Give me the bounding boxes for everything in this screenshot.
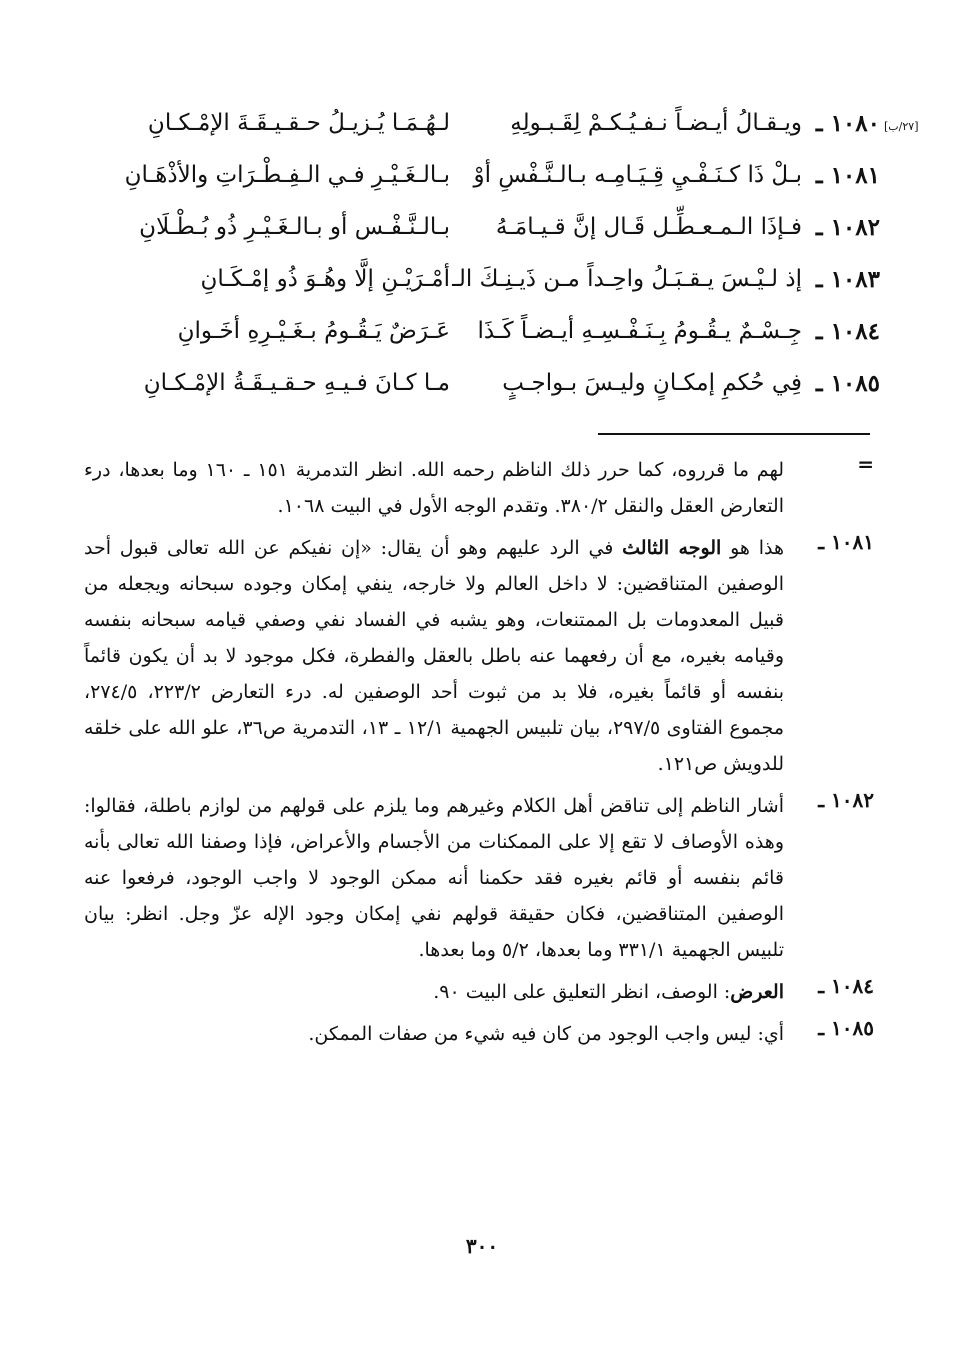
second-hemistich: بـالـغَـيْـرِ فـي الـفِـطْـرَاتِ والأذْهَـانِ: [124, 162, 450, 188]
verse-line: [80, 156, 880, 208]
footnote-label: ١٠٨٤ ـ: [818, 974, 874, 998]
page-number: ٣٠٠: [465, 1234, 499, 1258]
first-hemistich: جِـسْـمٌ يـقُـومُ بِـنَـفْـسِـهِ أيـضـاً كَـذَا: [477, 318, 802, 344]
footnotes: [84, 452, 874, 1058]
footnote-text-after: في الرد عليهم وهو أن يقال: «إن نفيكم عن الله تعالى قبول أحد الوصفين المتناقضين: لا داخل العالم ولا خارجه، ينفي إمكان وجوده سبحانه ويجعله من قبيل المعدومات بل الممتنعات، وهو يشبه في الفساد نفي وصفي قيامه سبحانه بنفسه وقيامه بغيره، مع أن رفعهما عنه باطل بالعقل والفطرة، فكل موجود لا بد أن يكون قائماً بنفسه أو قائماً بغيره، فلا بد من ثبوت أحد الوصفين له. درء التعارض ٢٢٣/٢، ٢٧٤/٥، مجموع الفتاوى ٢٩٧/٥، بيان تلبيس الجهمية ١٢/١ ـ ١٣، التدمرية ص٣٦، علو الله على خلقه للدويش ص١٢١.: [84, 537, 784, 775]
footnote: [84, 452, 874, 524]
footnote-text-after: : الوصف، انظر التعليق على البيت ٩٠.: [433, 981, 731, 1003]
footnote-bold-term: الوجه الثالث: [622, 537, 722, 559]
footnote-separator: [598, 433, 870, 435]
footnote-text: أي: ليس واجب الوجود من كان فيه شيء من صفات الممكن.: [308, 1023, 784, 1045]
verse-number: ١٠٨٤ ـ: [815, 318, 880, 345]
footnote-bold-term: العرض: [730, 981, 784, 1003]
verse-line: [80, 312, 880, 364]
first-hemistich: إذ لـيْـسَ يـقـبَـلُ واحِـداً مـن ذَيـنِـكَ الـ: [452, 266, 802, 292]
footnote-label: =: [857, 452, 874, 476]
second-hemistich: عَـرَضٌ يَـقُـومُ بـغَـيْـرِهِ أخَـوانِ: [177, 318, 450, 344]
footnote-text: [84, 974, 784, 1010]
verse-number: ١٠٨٣ ـ: [815, 266, 880, 293]
footnote: [84, 788, 874, 968]
footnote-text: [84, 530, 784, 782]
first-hemistich: ويـقـالُ أيـضـاً نـفـيُـكـمْ لِقَـبـولِهِ: [510, 110, 802, 136]
footnote-text-before: هذا هو: [721, 537, 784, 559]
second-hemistich: أمْـرَيْـنِ إلَّا وهُـوَ ذُو إمْـكَـانِ: [200, 266, 450, 292]
second-hemistich: لـهُـمَـا يُـزيـلُ حـقـيـقَـةَ الإمْـكـانِ: [147, 110, 450, 136]
verse-line: [80, 260, 880, 312]
first-hemistich: فـإذَا الـمـعـطِّـل قَـال إنَّ قـيـامَـهُ: [495, 214, 802, 240]
footnote-label: ١٠٨٢ ـ: [818, 788, 874, 812]
first-hemistich: بـلْ ذَا كـنَـفْـيِ قِـيَـامِـه بـالـنَّـفْسِ أوْ: [473, 162, 802, 188]
verse-number: ١٠٨٠ ـ: [815, 110, 880, 137]
footnote-text: أشار الناظم إلى تناقض أهل الكلام وغيرهم وما يلزم على قولهم من لوازم باطلة، فقالوا: وهذه الأوصاف لا تقع إلا على الممكنات من الأجسام والأعراض، فإذا وصفنا الله تعالى بأنه قائم بنفسه أو قائم بغيره فقد حكمنا أنه ممكن الوجود لا واجب الوجود، فرفعوا عنه الوصفين المتناقضين، فكان حقيقة قولهم نفي إمكان وجود الإله عزّ وجل. انظر: بيان تلبيس الجهمية ٣٣١/١ وما بعدها، ٥/٢ وما بعدها.: [84, 795, 784, 961]
first-hemistich: فِي حُكمِ إمكـانٍ وليـسَ بـواجـبٍ: [502, 370, 802, 396]
second-hemistich: مـا كـانَ فـيـهِ حـقـيـقَـةُ الإمْـكـانِ: [143, 370, 450, 396]
verse-line: [80, 104, 880, 156]
verse-line: [80, 208, 880, 260]
second-hemistich: بـالـنَّـفْـس أو بـالـغَـيْـرِ ذُو بُـطْـلَانِ: [139, 214, 450, 240]
footnote: [84, 1016, 874, 1052]
footnote: [84, 974, 874, 1010]
verse-line: [80, 364, 880, 416]
footnote-label: ١٠٨٥ ـ: [818, 1016, 874, 1040]
verse-number: ١٠٨١ ـ: [815, 162, 880, 189]
footnote: [84, 530, 874, 782]
poem-block: [80, 104, 880, 416]
verse-number: ١٠٨٥ ـ: [815, 370, 880, 397]
footnote-label: ١٠٨١ ـ: [818, 530, 874, 554]
footnote-text: لهم ما قرروه، كما حرر ذلك الناظم رحمه الله. انظر التدمرية ١٥١ ـ ١٦٠ وما بعدها، درء التعارض العقل والنقل ٣٨٠/٢. وتقدم الوجه الأول في البيت ١٠٦٨.: [84, 459, 784, 517]
manuscript-folio-marker: [٢٧/ب]: [884, 120, 919, 133]
verse-number: ١٠٨٢ ـ: [815, 214, 880, 241]
